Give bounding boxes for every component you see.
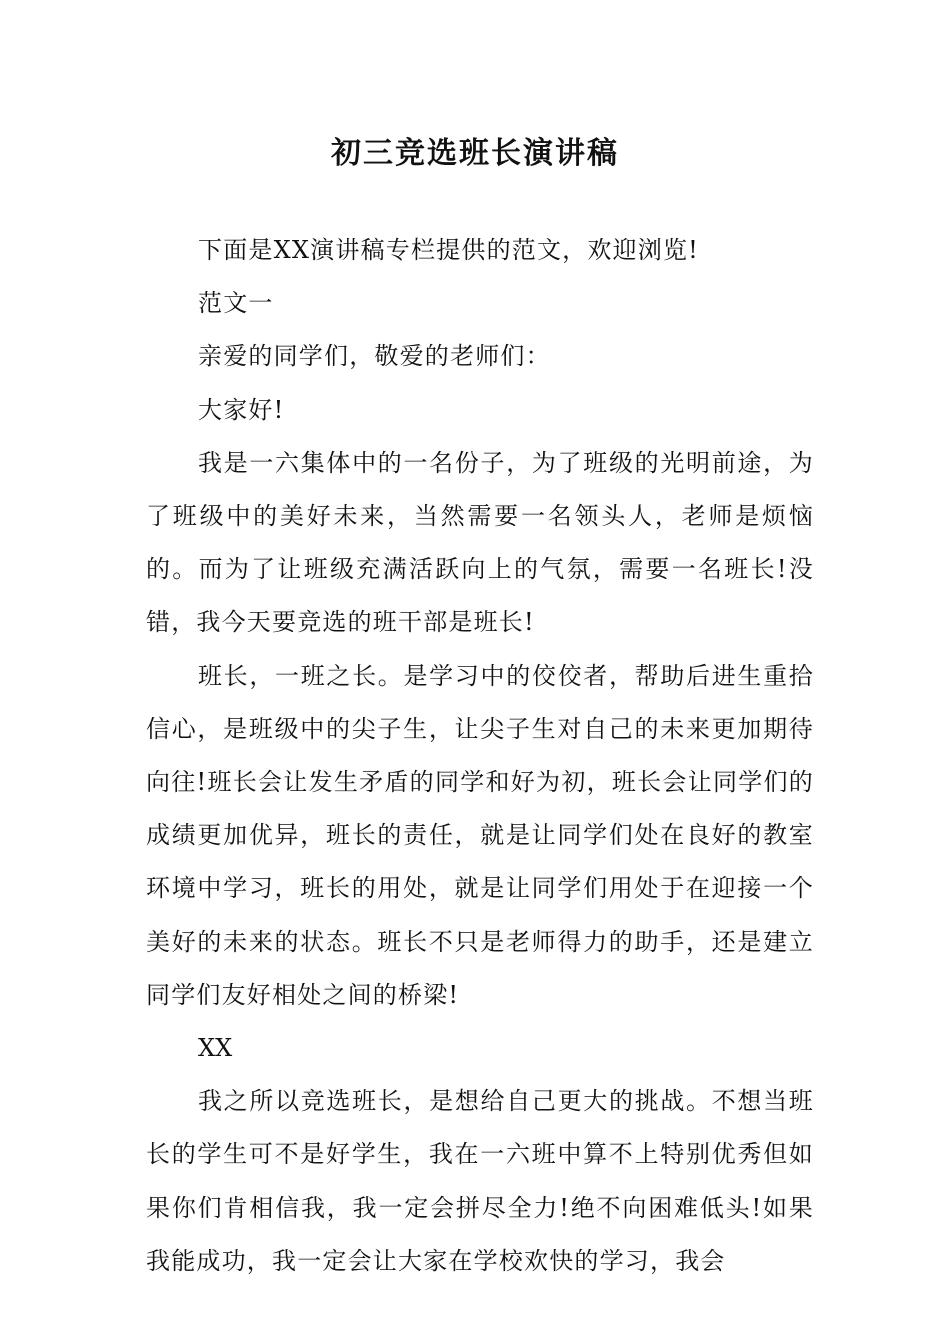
- document-body: [146, 224, 814, 1288]
- paragraph-body: 我之所以竞选班长，是想给自己更大的挑战。不想当班长的学生可不是好学生，我在一六班中算不上特别优秀但如果你们肯相信我，我一定会拼尽全力!绝不向困难低头!如果我能成功，我一定会让大家在学校欢快的学习，我会: [146, 1087, 814, 1275]
- paragraph-salutation: 亲爱的同学们，敬爱的老师们：: [198, 342, 551, 371]
- paragraph-greeting: 大家好!: [198, 395, 285, 424]
- paragraph-body: 班长，一班之长。是学习中的佼佼者，帮助后进生重拾信心，是班级中的尖子生，让尖子生对自己的未来更加期待向往!班长会让发生矛盾的同学和好为初，班长会让同学们的成绩更加优异，班长的责任，就是让同学们处在良好的教室环境中学习，班长的用处，就是让同学们用处于在迎接一个美好的未来的状态。班长不只是老师得力的助手，还是建立同学们友好相处之间的桥梁!: [146, 661, 814, 1009]
- paragraph-sample-label: 范文一: [198, 289, 274, 318]
- paragraph-body: 我是一六集体中的一名份子，为了班级的光明前途，为了班级中的美好未来，当然需要一名领头人，老师是烦恼的。而为了让班级充满活跃向上的气氛，需要一名班长!没错，我今天要竞选的班干部是班长!: [146, 448, 814, 637]
- page-title: 初三竞选班长演讲稿: [331, 136, 619, 171]
- paragraph-intro: 下面是XX演讲稿专栏提供的范文，欢迎浏览!: [198, 236, 700, 264]
- paragraph-placeholder: XX: [198, 1034, 233, 1063]
